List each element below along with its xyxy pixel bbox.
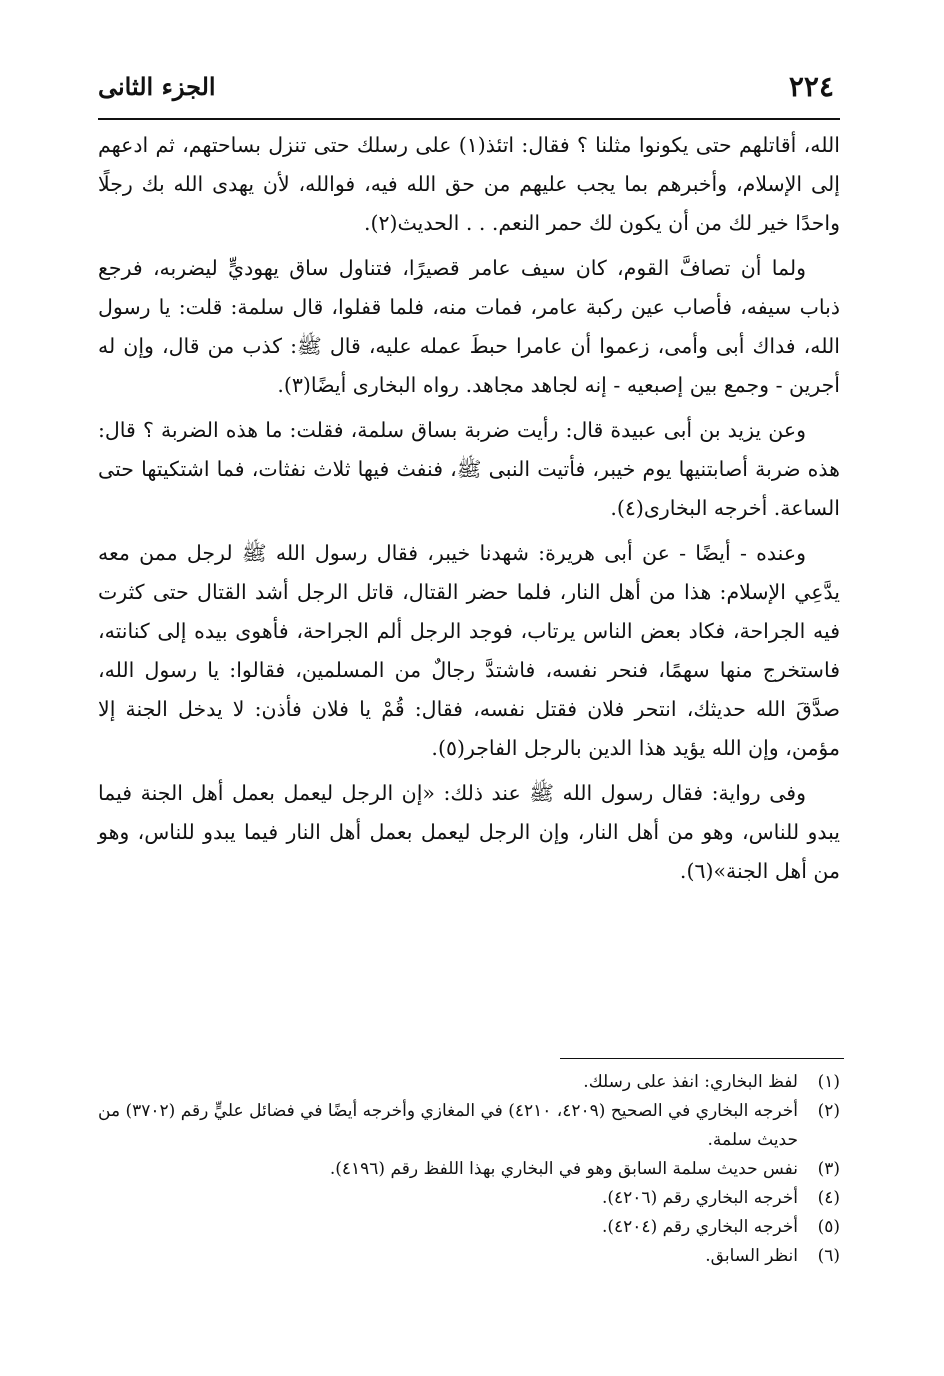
footnote bbox=[98, 1068, 840, 1097]
running-header-title: الجزء الثانى bbox=[98, 72, 216, 101]
paragraph: ولما أن تصافَّ القوم، كان سيف عامر قصيرًا، فتناول ساق يهوديٍّ ليضربه، فرجع ذباب سيفه، فأصاب عين ركبة عامر، فمات منه، فلما قفلوا، قال سلمة: قلت: يا رسول الله، فداك أبى وأمى، زعموا أن عامرا حبطَ عمله عليه، قال ﷺ: كذب من قال، وإن له أجرين - وجمع بين إصبعيه - إنه لجاهد مجاهد. رواه البخارى أيضًا(٣). bbox=[98, 256, 840, 397]
footnote-number: (٤) bbox=[817, 1188, 840, 1208]
footnote-divider bbox=[560, 1058, 844, 1059]
footnote bbox=[98, 1242, 840, 1271]
header-divider bbox=[98, 118, 840, 120]
footnote-text: لفظ البخاري: انفذ على رسلك. bbox=[583, 1072, 798, 1092]
footnote-number: (٢) bbox=[817, 1101, 840, 1121]
footnote-text: أخرجه البخاري رقم (٤٢٠٤). bbox=[601, 1217, 798, 1237]
footnote bbox=[98, 1213, 840, 1242]
footnote bbox=[98, 1184, 840, 1213]
paragraph: وعنده - أيضًا - عن أبى هريرة: شهدنا خيبر، فقال رسول الله ﷺ لرجل ممن معه يدَّعِي الإسلام: هذا من أهل النار، فلما حضر القتال، قاتل الرجل أشد القتال حتى كثرت فيه الجراحة، فكاد بعض الناس يرتاب، فوجد الرجل ألم الجراحة، فأهوى بيده إلى كنانته، فاستخرج منها سهمًا، فنحر نفسه، فاشتدَّ رجالٌ من المسلمين، فقالوا: يا رسول الله، صدَّقَ الله حديثك، انتحر فلان فقتل نفسه، فقال: قُمْ يا فلان فأذن: لا يدخل الجنة إلا مؤمن، وإن الله يؤيد هذا الدين بالرجل الفاجر(٥). bbox=[98, 541, 840, 760]
footnotes bbox=[98, 1068, 840, 1271]
footnote-text: أخرجه البخاري رقم (٤٢٠٦). bbox=[601, 1188, 798, 1208]
footnote-text: انظر السابق. bbox=[705, 1246, 798, 1266]
footnote-text: نفس حديث سلمة السابق وهو في البخاري بهذا اللفظ رقم (٤١٩٦). bbox=[329, 1159, 798, 1179]
footnote-text: أخرجه البخاري في الصحيح (٤٢٠٩، ٤٢١٠) في المغازي وأخرجه أيضًا في فضائل عليٍّ رقم (٣٧٠٢) من حديث سلمة. bbox=[98, 1101, 798, 1150]
footnote-number: (٣) bbox=[817, 1159, 840, 1179]
page-number: ٢٢٤ bbox=[788, 70, 834, 103]
footnote bbox=[98, 1155, 840, 1184]
footnote-number: (١) bbox=[817, 1072, 840, 1092]
paragraph: الله، أقاتلهم حتى يكونوا مثلنا ؟ فقال: اتئذ(١) على رسلك حتى تنزل بساحتهم، ثم ادعهم إلى الإسلام، وأخبرهم بما يجب عليهم من حق الله فيه، فوالله، لأن يهدى الله بك رجلًا واحدًا خير لك من أن يكون لك حمر النعم. . . الحديث(٢). bbox=[98, 133, 840, 235]
footnote-number: (٦) bbox=[817, 1246, 840, 1266]
paragraph: وعن يزيد بن أبى عبيدة قال: رأيت ضربة بساق سلمة، فقلت: ما هذه الضربة ؟ قال: هذه ضربة أصابتنيها يوم خيبر، فأتيت النبى ﷺ، فنفث فيها ثلاث نفثات، فما اشتكيتها حتى الساعة. أخرجه البخارى(٤). bbox=[98, 418, 840, 520]
footnote bbox=[98, 1097, 840, 1155]
footnote-number: (٥) bbox=[817, 1217, 840, 1237]
paragraph: وفى رواية: فقال رسول الله ﷺ عند ذلك: «إن الرجل ليعمل بعمل أهل الجنة فيما يبدو للناس، وهو من أهل النار، وإن الرجل ليعمل بعمل أهل النار فيما يبدو للناس، وهو من أهل الجنة»(٦). bbox=[98, 781, 840, 883]
main-text bbox=[98, 126, 840, 897]
